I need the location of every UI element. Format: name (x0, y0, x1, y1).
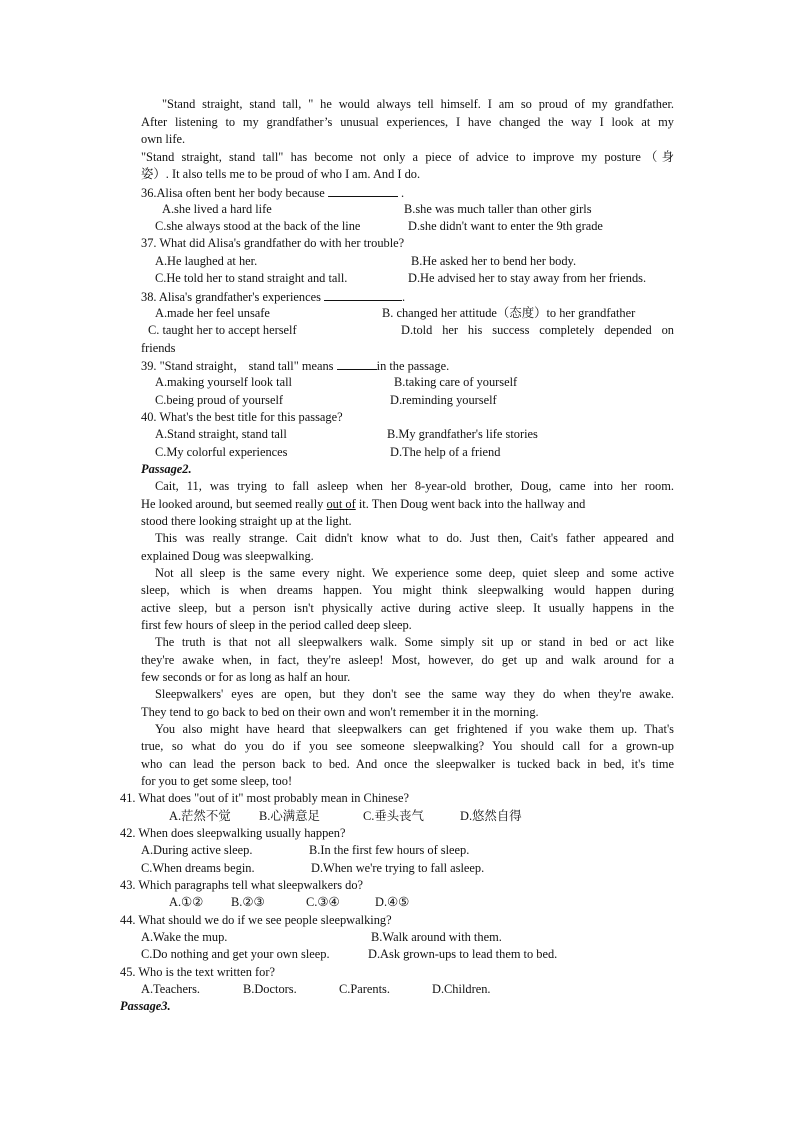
line-text: 36.Alisa often bent her body because (141, 186, 325, 200)
text-line (141, 513, 352, 530)
text-line (141, 548, 314, 565)
line-text: D.reminding yourself (390, 393, 497, 407)
text-line (259, 808, 320, 825)
text-line (141, 582, 674, 599)
line-text: C.being proud of yourself (155, 393, 284, 407)
line-text: C.③④ (306, 895, 340, 909)
line-text: 45. Who is the text written for? (120, 965, 275, 979)
line-text: explained Doug was sleepwalking. (141, 549, 314, 563)
text-line (141, 600, 674, 617)
text-line (231, 894, 265, 911)
line-text: A.茫然不觉 (169, 809, 231, 823)
line-text: D.悠然自得 (460, 809, 522, 823)
text-line (390, 392, 497, 409)
text-line (155, 530, 674, 547)
line-text: 38. Alisa's grandfather's experiences (141, 290, 321, 304)
line-text: A.making yourself look tall (155, 375, 292, 389)
text-line (141, 929, 227, 946)
line-text: B.②③ (231, 895, 265, 909)
text-line (141, 496, 674, 513)
line-text: C.Parents. (339, 982, 390, 996)
line-text: A.made her feel unsafe (155, 306, 270, 320)
text-line (120, 825, 346, 842)
line-text: You also might have heard that sleepwalkers can get frightened if you wake them up. That's (155, 722, 674, 736)
text-line (120, 964, 275, 981)
text-line (155, 392, 283, 409)
line-text: they're awake when, in fact, they're asleep! Most, however, do get up and walk around for a (141, 653, 674, 667)
line-text: A.she lived a hard life (162, 202, 272, 216)
line-text: first few hours of sleep in the period called deep sleep. (141, 618, 412, 632)
text-line (141, 288, 405, 306)
line-text: D.Children. (432, 982, 491, 996)
line-text: C.He told her to stand straight and tall. (155, 271, 348, 285)
text-line (155, 565, 674, 582)
text-line (155, 374, 292, 391)
answer-blank (328, 184, 398, 197)
line-text: friends (141, 341, 176, 355)
text-line (162, 96, 674, 113)
text-line (404, 201, 592, 218)
line-text: Passage2. (141, 462, 192, 476)
line-text: who can lead the person back to bed. And once the sleepwalker is tucked back in bed, it's time (141, 757, 674, 771)
line-text: C.My colorful experiences (155, 445, 288, 459)
answer-blank (324, 288, 402, 301)
text-line (141, 409, 343, 426)
line-text: Cait, 11, was trying to fall asleep when her 8-year-old brother, Doug, came into her room. (155, 479, 674, 493)
text-line (401, 322, 674, 339)
line-text: They tend to go back to bed on their own and won't remember it in the morning. (141, 705, 539, 719)
text-line (148, 322, 297, 339)
line-text: 44. What should we do if we see people sleepwalking? (120, 913, 392, 927)
text-line (363, 808, 424, 825)
text-line (306, 894, 340, 911)
line-text: 42. When does sleepwalking usually happen? (120, 826, 346, 840)
line-text: B.He asked her to bend her body. (411, 254, 577, 268)
passage-heading (141, 461, 192, 478)
text-line (141, 166, 420, 183)
line-text: for you to get some sleep, too! (141, 774, 293, 788)
text-line (141, 773, 292, 790)
text-line (387, 426, 538, 443)
line-text: D.He advised her to stay away from her friends. (408, 271, 647, 285)
text-line (169, 808, 231, 825)
line-text: D.When we're trying to fall asleep. (311, 861, 485, 875)
text-line (141, 981, 200, 998)
text-line (155, 721, 674, 738)
line-text: B. changed her attitude（态度）to her grandfather (382, 306, 636, 320)
text-line (460, 808, 522, 825)
line-text: stood there looking straight up at the light. (141, 514, 352, 528)
underlined-phrase: out of (326, 497, 356, 511)
line-text: D.she didn't want to enter the 9th grade (408, 219, 603, 233)
line-text: B.心满意足 (259, 809, 320, 823)
text-line (375, 894, 409, 911)
text-line (169, 894, 203, 911)
text-line (394, 374, 517, 391)
text-line (141, 842, 252, 859)
line-text: He looked around, but seemed really (141, 497, 324, 511)
line-tail: it. Then Doug went back into the hallway and (355, 497, 586, 511)
text-line (155, 270, 347, 287)
text-line (155, 253, 257, 270)
text-line (408, 218, 603, 235)
text-line (155, 305, 270, 322)
line-text: C.垂头丧气 (363, 809, 424, 823)
text-line (155, 218, 360, 235)
text-line (309, 842, 469, 859)
line-text: After listening to my grandfather’s unusual experiences, I have changed the way I look at my (141, 115, 674, 129)
line-text: Passage3. (120, 999, 171, 1013)
line-tail: . (402, 290, 406, 304)
text-line (339, 981, 390, 998)
text-line (141, 756, 674, 773)
text-line (141, 652, 674, 669)
text-line (155, 478, 674, 495)
text-line (155, 426, 287, 443)
line-text: true, so what do you do if you see someone sleepwalking? You should call for a grown-up (141, 739, 674, 753)
line-text: active sleep, but a person isn't physically active during active sleep. It usually happens in the (141, 601, 674, 615)
text-line (311, 860, 484, 877)
line-text: sleep, which is when dreams happen. You might think sleepwalking would happen during (141, 583, 674, 597)
text-line (382, 305, 635, 322)
text-line (141, 738, 674, 755)
text-line (155, 444, 287, 461)
line-text: own life. (141, 132, 186, 146)
line-text: A.Stand straight, stand tall (155, 427, 287, 441)
line-text: C.When dreams begin. (141, 861, 255, 875)
text-line (162, 201, 272, 218)
line-tail: in the passage. (376, 359, 450, 373)
line-tail: . (397, 186, 405, 200)
text-line (368, 946, 557, 963)
line-text: A.During active sleep. (141, 843, 253, 857)
line-text: D.The help of a friend (390, 445, 501, 459)
line-text: Sleepwalkers' eyes are open, but they don't see the same way they do when they're awake. (155, 687, 674, 701)
line-text: D.told her his success completely depended on (401, 323, 674, 337)
text-line (120, 912, 392, 929)
text-line (141, 131, 185, 148)
line-text: A.Wake the mup. (141, 930, 228, 944)
text-line (141, 357, 449, 375)
text-line (120, 877, 363, 894)
line-text: A.①② (169, 895, 204, 909)
line-text: A.He laughed at her. (155, 254, 258, 268)
line-text: B.she was much taller than other girls (404, 202, 592, 216)
text-line (371, 929, 502, 946)
line-text: "Stand straight, stand tall" has become not only a piece of advice to improve my posture（身 (141, 150, 674, 164)
text-line (141, 184, 404, 202)
line-text: A.Teachers. (141, 982, 200, 996)
line-text: This was really strange. Cait didn't know what to do. Just then, Cait's father appeared and (155, 531, 674, 545)
text-line (120, 790, 409, 807)
line-text: C.Do nothing and get your own sleep. (141, 947, 330, 961)
text-line (390, 444, 500, 461)
line-text: Not all sleep is the same every night. We experience some deep, quiet sleep and some active (155, 566, 674, 580)
line-text: B.Doctors. (243, 982, 297, 996)
line-text: 43. Which paragraphs tell what sleepwalkers do? (120, 878, 364, 892)
line-text: "Stand straight, stand tall, " he would always tell himself. I am so proud of my grandfather. (162, 97, 674, 111)
text-line (141, 704, 539, 721)
text-line (155, 634, 674, 651)
line-text: B.Walk around with them. (371, 930, 502, 944)
text-line (141, 340, 175, 357)
line-text: C. taught her to accept herself (148, 323, 297, 337)
text-line (141, 114, 674, 131)
answer-blank (337, 357, 377, 370)
line-text: few seconds or for as long as half an hour. (141, 670, 351, 684)
text-line (141, 617, 412, 634)
line-text: C.she always stood at the back of the line (155, 219, 361, 233)
line-text: D.④⑤ (375, 895, 410, 909)
line-text: B.In the first few hours of sleep. (309, 843, 470, 857)
line-text: D.Ask grown-ups to lead them to bed. (368, 947, 558, 961)
text-line (141, 669, 350, 686)
passage-heading (120, 998, 171, 1015)
text-line (411, 253, 576, 270)
line-text: The truth is that not all sleepwalkers walk. Some simply sit up or stand in bed or act like (155, 635, 674, 649)
text-line (243, 981, 297, 998)
line-text: 姿）. It also tells me to be proud of who I am. And I do. (141, 167, 421, 181)
line-text: 37. What did Alisa's grandfather do with her trouble? (141, 236, 405, 250)
line-text: B.taking care of yourself (394, 375, 518, 389)
text-line (141, 946, 330, 963)
text-line (141, 149, 674, 166)
text-line (432, 981, 491, 998)
text-line (141, 860, 255, 877)
text-line (408, 270, 646, 287)
text-line (141, 235, 404, 252)
line-text: B.My grandfather's life stories (387, 427, 538, 441)
line-text: 40. What's the best title for this passage? (141, 410, 343, 424)
line-text: 39. "Stand straight， stand tall" means (141, 359, 334, 373)
text-line (155, 686, 674, 703)
line-text: 41. What does "out of it" most probably mean in Chinese? (120, 791, 409, 805)
